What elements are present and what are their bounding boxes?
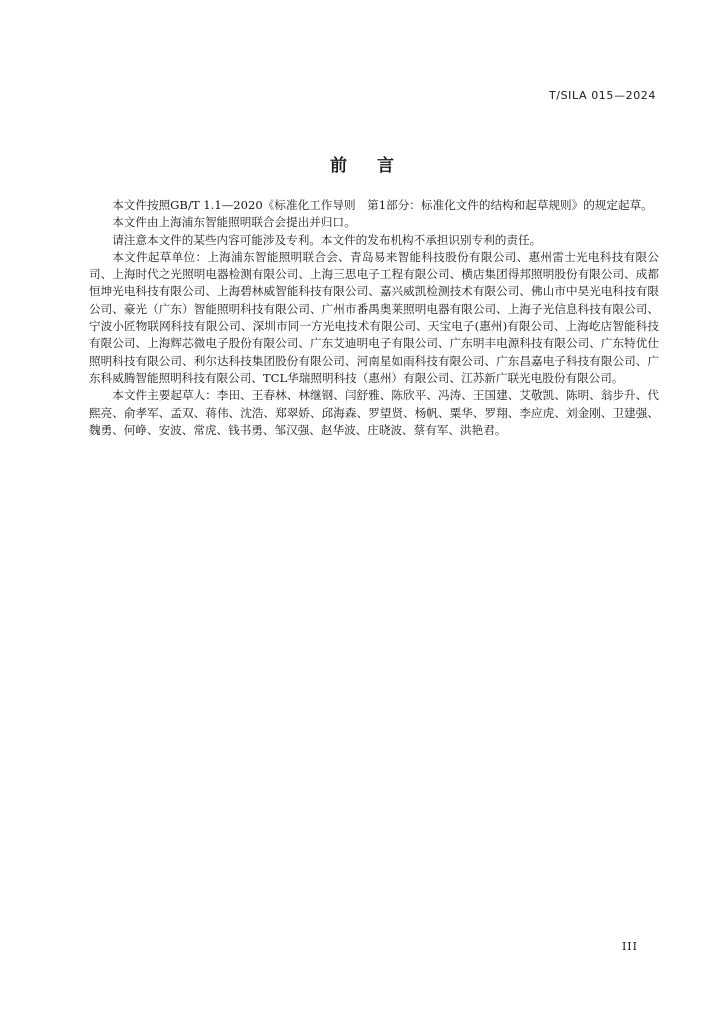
page-title: 前言: [330, 156, 424, 176]
paragraph-patent-notice: 请注意本文件的某些内容可能涉及专利。本文件的发布机构不承担识别专利的责任。: [112, 232, 542, 247]
page-number: III: [621, 940, 638, 953]
foreword-body: [89, 197, 659, 439]
paragraph-drafting-units: 本文件起草单位：上海浦东智能照明联合会、青岛易来智能科技股份有限公司、惠州雷士光电科技有限公司、上海时代之光照明电器检测有限公司、上海三思电子工程有限公司、横店集团得邦照明股份有限公司、成都恒坤光电科技有限公司、上海碧林威智能科技有限公司、嘉兴威凯检测技术有限公司、佛山市中昊光电科技有限公司、豪光（广东）智能照明科技有限公司、广州市番禺奥莱照明电器有限公司、上海子光信息科技有限公司、宁波小匠物联网科技有限公司、深圳市同一方光电技术有限公司、天宝电子(惠州)有限公司、上海屹店智能科技有限公司、上海辉芯微电子股份有限公司、广东艾迪明电子有限公司、广东明丰电源科技有限公司、广东特优仕照明科技有限公司、利尔达科技集团股份有限公司、河南星如雨科技有限公司、广东昌嘉电子科技有限公司、广东科威腾智能照明科技有限公司、TCL华瑞照明科技（惠州）有限公司、江苏新广联光电股份有限公司。: [89, 249, 659, 385]
document-number: T/SILA 015—2024: [548, 89, 656, 102]
paragraph-main-drafters: 本文件主要起草人：李田、王春林、林继钢、闫舒雅、陈欣平、冯涛、王国建、艾敬凯、陈明、翁步升、代熙亮、俞孝军、孟双、蒋伟、沈浩、郑翠娇、邱海森、罗望贤、杨帆、粟华、罗翔、李应虎、刘金刚、卫建强、魏勇、何峥、安波、常虎、钱书勇、邹汉强、赵华波、庄晓波、蔡有军、洪艳君。: [89, 388, 659, 437]
paragraph-drafting-rules: 本文件按照GB/T 1.1—2020《标准化工作导则 第1部分：标准化文件的结构和起草规则》的规定起草。: [112, 198, 653, 212]
paragraph-proposer: 本文件由上海浦东智能照明联合会提出并归口。: [112, 215, 356, 230]
